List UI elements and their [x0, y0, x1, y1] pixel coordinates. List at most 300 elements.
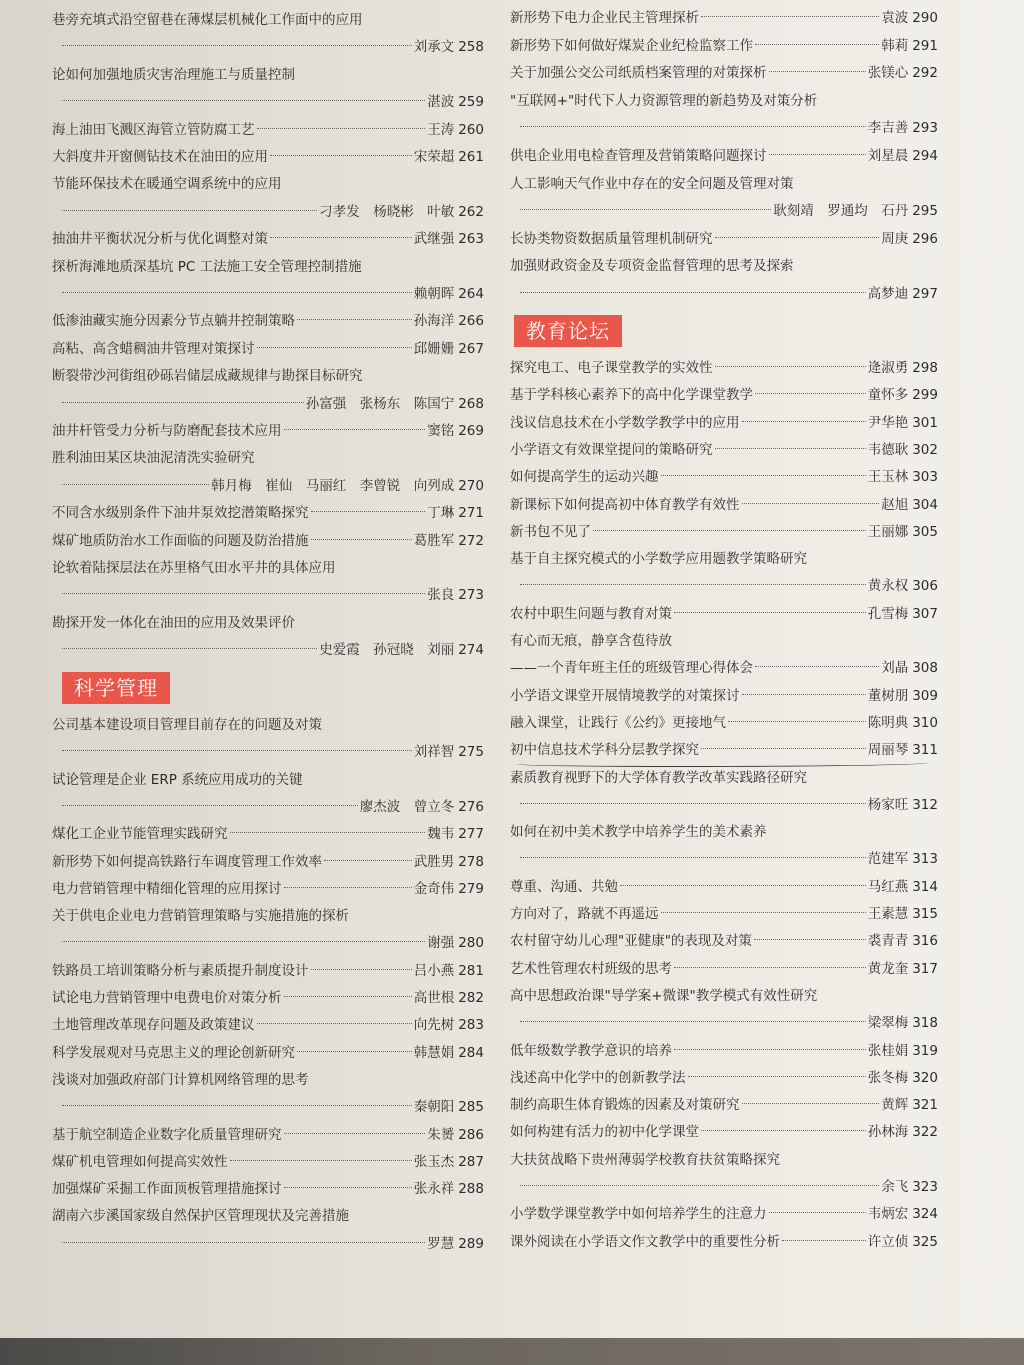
leader-dots [520, 1185, 879, 1186]
entry-page-number: 282 [458, 990, 484, 1006]
entry-author: 尹华艳 [867, 414, 909, 431]
leader-dots [62, 292, 412, 293]
entry-title: 煤化工企业节能管理实践研究 [52, 826, 228, 843]
entry-title: 大扶贫战略下贵州薄弱学校教育扶贫策略探究 [510, 1151, 780, 1168]
leader-dots [270, 155, 412, 156]
entry-author: 刘星晨 [867, 148, 909, 164]
toc-entry-title-line [52, 555, 484, 581]
leader-dots [284, 996, 412, 997]
toc-entry-author-line [52, 391, 484, 417]
entry-page-number: 283 [458, 1017, 484, 1034]
toc-entry-author-line [510, 573, 938, 599]
entry-title: 人工影响天气作业中存在的安全问题及管理对策 [510, 175, 794, 192]
entry-page-number: 309 [912, 687, 938, 704]
entry-author: 周丽琴 [867, 742, 909, 759]
entry-title: 制约高职生体育锻炼的因素及对策研究 [510, 1097, 740, 1114]
entry-author: 刘晶 [881, 660, 909, 677]
entry-page-number: 295 [912, 203, 938, 220]
entry-author: 王丽娜 [867, 523, 909, 540]
toc-entry-author-line [510, 115, 938, 141]
entry-author: 金奇伟 [413, 880, 455, 897]
toc-entry [52, 308, 484, 334]
entry-page-number: 267 [458, 340, 484, 357]
toc-entry [510, 60, 938, 86]
entry-title: 煤矿地质防治水工作面临的问题及防治措施 [52, 532, 309, 549]
entry-title: 方向对了，路就不再遥远 [510, 906, 659, 922]
toc-entry-author-line [52, 34, 484, 60]
toc-entry-author-line [52, 473, 484, 499]
entry-author: 丁琳 [427, 505, 455, 522]
toc-entry [510, 410, 938, 436]
entry-author: 湛波 [427, 94, 455, 111]
leader-dots [520, 292, 866, 293]
section-header-education-forum: 教育论坛 [514, 315, 622, 347]
entry-author: 武继强 [413, 231, 455, 248]
entry-title: 基于学科核心素养下的高中化学课堂教学 [510, 387, 753, 404]
entry-author: 李吉善 [867, 120, 909, 137]
toc-entry [52, 1149, 484, 1175]
toc-entry-author-line [52, 739, 484, 765]
leader-dots [520, 209, 771, 210]
entry-title: 不同含水级别条件下油井泵效挖潜策略探究 [52, 505, 309, 522]
toc-entry [510, 382, 938, 408]
entry-page-number: 296 [912, 230, 938, 247]
toc-entry-title-line [510, 253, 938, 279]
entry-page-number: 297 [912, 286, 938, 302]
entry-author: 廖杰波 曾立冬 [359, 798, 455, 815]
entry-author: 史爱霞 孙冠晓 刘丽 [319, 642, 455, 659]
leader-dots [284, 429, 426, 430]
entry-author: 韩慧娟 [413, 1044, 455, 1061]
entry-author: 刘祥智 [413, 744, 455, 761]
toc-entry-title-line [510, 171, 938, 197]
toc-entry-author-line [510, 198, 938, 224]
leader-dots [62, 593, 425, 594]
toc-entry [52, 1012, 484, 1038]
leader-dots [297, 319, 412, 320]
toc-entry-title-line [52, 1203, 484, 1229]
entry-author: 谢强 [427, 935, 455, 952]
toc-entry-author-line [510, 846, 938, 872]
entry-author: 梁翠梅 [867, 1015, 909, 1032]
toc-entry [510, 1065, 938, 1091]
entry-title: 如何提高学生的运动兴趣 [510, 469, 659, 486]
entry-page-number: 324 [912, 1206, 938, 1223]
entry-author: 魏韦 [427, 826, 455, 843]
entry-page-number: 291 [912, 37, 938, 54]
entry-author: 王涛 [427, 121, 455, 138]
entry-title: 小学数学课堂教学中如何培养学生的注意力 [510, 1206, 767, 1223]
toc-entry [52, 821, 484, 847]
entry-title: 如何构建有活力的初中化学课堂 [510, 1124, 699, 1141]
toc-entry-author-line [52, 281, 484, 307]
entry-author: 赵旭 [881, 496, 909, 513]
toc-entry [510, 928, 938, 954]
entry-page-number: 287 [458, 1153, 484, 1170]
entry-title: 新形势下如何提高铁路行车调度管理工作效率 [52, 853, 322, 870]
entry-page-number: 284 [458, 1044, 484, 1061]
entry-title: 断裂带沙河街组砂砾岩储层成藏规律与勘探目标研究 [52, 368, 363, 385]
toc-entry-title-line [52, 254, 484, 280]
entry-author: 韦炳宏 [867, 1206, 909, 1223]
entry-page-number: 286 [458, 1126, 484, 1143]
leader-dots [62, 1242, 425, 1243]
leader-dots [62, 100, 425, 101]
entry-page-number: 280 [458, 935, 484, 952]
entry-author: 王素慧 [867, 906, 909, 922]
entry-author: 黄辉 [881, 1097, 909, 1114]
leader-dots [257, 347, 412, 348]
entry-page-number: 317 [912, 960, 938, 977]
entry-author: 刘承文 [413, 39, 455, 56]
toc-entry [510, 355, 938, 381]
entry-page-number: 285 [458, 1099, 484, 1116]
leader-dots [257, 1023, 412, 1024]
entry-title: 新课标下如何提高初中体育教学有效性 [510, 496, 740, 513]
toc-entry-title-line [52, 7, 484, 33]
entry-title: 小学语文有效课堂提问的策略研究 [510, 441, 713, 458]
entry-title: 探析海滩地质深基坑 PC 工法施工安全管理控制措施 [52, 258, 362, 275]
entry-page-number: 315 [912, 906, 938, 922]
entry-title: 农村中职生问题与教育对策 [510, 605, 672, 622]
leader-dots [674, 612, 866, 613]
leader-dots [742, 503, 880, 504]
entry-title: 电力营销管理中精细化管理的应用探讨 [52, 880, 282, 897]
entry-page-number: 304 [912, 496, 938, 513]
leader-dots [520, 584, 866, 585]
entry-title: 海上油田飞溅区海管立管防腐工艺 [52, 121, 255, 138]
toc-entry [510, 519, 938, 545]
entry-title: 艺术性管理农村班级的思考 [510, 960, 672, 977]
entry-author: 孙海洋 [413, 313, 455, 330]
leader-dots [742, 694, 866, 695]
entry-title: 长协类物资数据质量管理机制研究 [510, 230, 713, 247]
entry-page-number: 323 [912, 1179, 938, 1195]
entry-title: 高粘、高含蜡稠油井管理对策探讨 [52, 340, 255, 357]
entry-author: 韩月梅 崔仙 马丽红 李曾锐 向列成 [211, 477, 455, 494]
toc-entry [52, 849, 484, 875]
leader-dots [520, 803, 866, 804]
entry-author: 张永祥 [413, 1181, 455, 1198]
entry-page-number: 312 [912, 796, 938, 813]
entry-title: 浅述高中化学中的创新教学法 [510, 1069, 686, 1086]
entry-title: 供电企业用电检查管理及营销策略问题探讨 [510, 148, 767, 164]
entry-title: 关于加强公交公司纸质档案管理的对策探析 [510, 65, 767, 82]
entry-page-number: 316 [912, 933, 938, 950]
entry-title: 试论管理是企业 ERP 系统应用成功的关键 [52, 771, 303, 788]
leader-dots [520, 126, 866, 127]
toc-entry [52, 1040, 484, 1066]
toc-entry [52, 144, 484, 170]
entry-page-number: 318 [912, 1015, 938, 1032]
entry-author: 刁孝发 杨晓彬 叶敏 [319, 203, 455, 220]
entry-page-number: 275 [458, 744, 484, 761]
toc-entry-title-line [52, 62, 484, 88]
entry-title: 低渗油藏实施分因素分节点躺井控制策略 [52, 313, 295, 330]
entry-title: 加强财政资金及专项资金监督管理的思考及探索 [510, 258, 794, 275]
leader-dots [674, 967, 866, 968]
entry-author: 张镁心 [867, 65, 909, 82]
toc-entry [52, 528, 484, 554]
section-header-science-management: 科学管理 [62, 672, 170, 704]
toc-entry [52, 226, 484, 252]
entry-page-number: 264 [458, 286, 484, 302]
entry-page-number: 263 [458, 231, 484, 248]
leader-dots [755, 666, 879, 667]
entry-title: 抽油井平衡状况分析与优化调整对策 [52, 231, 268, 248]
entry-author: 范建军 [867, 851, 909, 868]
toc-entry-author-line [52, 582, 484, 608]
entry-title: 关于供电企业电力营销管理策略与实施措施的探析 [52, 908, 349, 925]
leader-dots [520, 1021, 866, 1022]
entry-page-number: 319 [912, 1042, 938, 1059]
toc-entry [510, 1038, 938, 1064]
toc-entry-author-line [52, 930, 484, 956]
toc-entry [510, 492, 938, 518]
entry-author: 高世根 [413, 990, 455, 1006]
leader-dots [754, 939, 866, 940]
entry-page-number: 281 [458, 962, 484, 979]
entry-title: 初中信息技术学科分层教学探究 [510, 742, 699, 759]
entry-title: 低年级数学教学意识的培养 [510, 1042, 672, 1059]
toc-entry-author-line [52, 199, 484, 225]
toc-entry [52, 500, 484, 526]
entry-title: 科学发展观对马克思主义的理论创新研究 [52, 1044, 295, 1061]
leader-dots [284, 887, 412, 888]
entry-page-number: 294 [912, 148, 938, 164]
entry-page-number: 273 [458, 587, 484, 604]
toc-entry-title-line [52, 610, 484, 636]
entry-title: 浅议信息技术在小学数学教学中的应用 [510, 414, 740, 431]
toc-entry-author-line [52, 1231, 484, 1257]
toc-entry-author-line [52, 637, 484, 663]
toc-entry [510, 874, 938, 900]
entry-title: 基于航空制造企业数字化质量管理研究 [52, 1126, 282, 1143]
leader-dots [674, 1049, 866, 1050]
leader-dots [324, 860, 412, 861]
leader-dots [742, 1103, 880, 1104]
entry-title: 基于自主探究模式的小学数学应用题教学策略研究 [510, 551, 807, 568]
toc-entry [510, 464, 938, 490]
entry-page-number: 299 [912, 387, 938, 404]
entry-page-number: 307 [912, 605, 938, 622]
leader-dots [284, 1187, 412, 1188]
entry-author: 耿刻靖 罗通均 石丹 [773, 203, 909, 220]
entry-author: 孔雪梅 [867, 605, 909, 622]
entry-page-number: 259 [458, 94, 484, 111]
entry-title: 论软着陆探层法在苏里格气田水平井的具体应用 [52, 560, 336, 576]
entry-author: 韦德耿 [867, 441, 909, 458]
leader-dots [661, 475, 866, 476]
leader-dots [62, 941, 425, 942]
entry-title: 大斜度井开窗侧钻技术在油田的应用 [52, 149, 268, 165]
leader-dots [769, 154, 866, 155]
entry-title: 高中思想政治课"导学案+微课"教学模式有效性研究 [510, 987, 818, 1004]
entry-author: 秦朝阳 [413, 1099, 455, 1116]
entry-author: 袁波 [881, 10, 909, 26]
entry-author: 窦铭 [427, 423, 455, 439]
leader-dots [715, 366, 866, 367]
leader-dots [620, 885, 866, 886]
entry-title: 节能环保技术在暖通空调系统中的应用 [52, 176, 282, 193]
leader-dots [270, 237, 412, 238]
toc-entry [510, 655, 938, 681]
entry-page-number: 322 [912, 1124, 938, 1141]
entry-page-number: 279 [458, 880, 484, 897]
toc-entry-title-line [510, 546, 938, 572]
leader-dots [311, 511, 426, 512]
entry-author: 邱姗姗 [413, 340, 455, 357]
entry-page-number: 321 [912, 1097, 938, 1114]
entry-author: 孙林海 [867, 1124, 909, 1141]
toc-entry-title-line [510, 88, 938, 114]
toc-entry [510, 1201, 938, 1227]
entry-author: 许立侦 [867, 1233, 909, 1250]
entry-title: "互联网+"时代下人力资源管理的新趋势及对策分析 [510, 92, 818, 109]
leader-dots [701, 1130, 866, 1131]
entry-title: 加强煤矿采掘工作面顶板管理措施探讨 [52, 1181, 282, 1198]
toc-entry-title-line [52, 767, 484, 793]
toc-entry [510, 143, 938, 169]
entry-title: 公司基本建设项目管理目前存在的问题及对策 [52, 717, 322, 733]
entry-page-number: 289 [458, 1235, 484, 1252]
entry-author: 逄淑勇 [867, 360, 909, 376]
entry-title: 尊重、沟通、共勉 [510, 878, 618, 895]
entry-title: 小学语文课堂开展情境教学的对策探讨 [510, 687, 740, 704]
leader-dots [520, 857, 866, 858]
toc-entry [52, 985, 484, 1011]
entry-page-number: 313 [912, 851, 938, 868]
toc-entry [510, 601, 938, 627]
entry-author: 赖朝晖 [413, 286, 455, 302]
entry-page-number: 306 [912, 578, 938, 595]
entry-author: 裘青青 [867, 933, 909, 950]
leader-dots [62, 648, 317, 649]
entry-title: 浅谈对加强政府部门计算机网络管理的思考 [52, 1071, 309, 1088]
entry-title: 课外阅读在小学语文作文教学中的重要性分析 [510, 1233, 780, 1250]
entry-title: 如何在初中美术教学中培养学生的美术素养 [510, 824, 767, 841]
toc-entry [510, 5, 938, 31]
entry-author: 吕小燕 [413, 962, 455, 979]
entry-page-number: 274 [458, 642, 484, 659]
entry-page-number: 302 [912, 441, 938, 458]
entry-author: 杨家旺 [867, 796, 909, 813]
entry-author: 朱赟 [427, 1126, 455, 1143]
entry-page-number: 290 [912, 10, 938, 26]
leader-dots [755, 44, 879, 45]
toc-entry [52, 117, 484, 143]
entry-page-number: 301 [912, 414, 938, 431]
toc-entry-title-line [510, 628, 938, 654]
entry-page-number: 320 [912, 1069, 938, 1086]
toc-entry [52, 958, 484, 984]
entry-title: 试论电力营销管理中电费电价对策分析 [52, 990, 282, 1006]
entry-title: 论如何加强地质灾害治理施工与质量控制 [52, 66, 295, 83]
leader-dots [769, 71, 866, 72]
entry-author: 黄永权 [867, 578, 909, 595]
entry-title: ——一个青年班主任的班级管理心得体会 [510, 660, 753, 677]
toc-entry-author-line [52, 1094, 484, 1120]
entry-title: 农村留守幼儿心理"亚健康"的表现及对策 [510, 933, 752, 950]
toc-entry-title-line [52, 712, 484, 738]
entry-page-number: 310 [912, 714, 938, 731]
entry-page-number: 293 [912, 120, 938, 137]
toc-entry [510, 956, 938, 982]
leader-dots [62, 45, 412, 46]
entry-page-number: 260 [458, 121, 484, 138]
toc-entry-title-line [510, 819, 938, 845]
entry-author: 孙富强 张杨东 陈国宁 [305, 395, 455, 412]
toc-entry [510, 226, 938, 252]
toc-entry-author-line [510, 1174, 938, 1200]
entry-title: 有心而无痕，静享含苞待放 [510, 633, 672, 649]
leader-dots [311, 539, 412, 540]
toc-entry [510, 710, 938, 736]
leader-dots [701, 748, 866, 749]
entry-author: 张冬梅 [867, 1069, 909, 1086]
entry-title: 勘探开发一体化在油田的应用及效果评价 [52, 614, 295, 631]
entry-title: 新形势下电力企业民主管理探析 [510, 10, 699, 26]
toc-entry-title-line [52, 363, 484, 389]
toc-entry [510, 1092, 938, 1118]
entry-author: 高梦迪 [867, 286, 909, 302]
leader-dots [62, 805, 358, 806]
toc-entry-title-line [52, 171, 484, 197]
toc-entry [510, 683, 938, 709]
entry-title: 煤矿机电管理如何提高实效性 [52, 1153, 228, 1170]
leader-dots [782, 1240, 866, 1241]
entry-page-number: 261 [458, 149, 484, 165]
entry-author: 董树朋 [867, 687, 909, 704]
leader-dots [728, 721, 866, 722]
entry-page-number: 278 [458, 853, 484, 870]
toc-entry [52, 1122, 484, 1148]
leader-dots [62, 210, 317, 211]
entry-title: 融入课堂，让践行《公约》更接地气 [510, 714, 726, 731]
leader-dots [230, 1160, 412, 1161]
entry-page-number: 271 [458, 505, 484, 522]
entry-page-number: 258 [458, 39, 484, 56]
entry-page-number: 276 [458, 798, 484, 815]
toc-entry-title-line [52, 445, 484, 471]
toc-entry [510, 1119, 938, 1145]
toc-entry [52, 336, 484, 362]
entry-page-number: 272 [458, 532, 484, 549]
entry-author: 张桂娟 [867, 1042, 909, 1059]
leader-dots [715, 237, 880, 238]
toc-entry [52, 1176, 484, 1202]
leader-dots [297, 1051, 412, 1052]
entry-page-number: 314 [912, 878, 938, 895]
leader-dots [62, 402, 304, 403]
entry-title: 铁路员工培训策略分析与素质提升制度设计 [52, 962, 309, 979]
entry-title: 土地管理改革现存问题及政策建议 [52, 1017, 255, 1034]
toc-entry-author-line [510, 792, 938, 818]
leader-dots [755, 393, 866, 394]
entry-page-number: 277 [458, 826, 484, 843]
leader-dots [257, 128, 426, 129]
entry-author: 王玉林 [867, 469, 909, 486]
entry-page-number: 311 [912, 742, 938, 759]
toc-entry-author-line [510, 1010, 938, 1036]
leader-dots [701, 16, 879, 17]
entry-title: 湖南六步溪国家级自然保护区管理现状及完善措施 [52, 1208, 349, 1225]
background-surface [0, 1338, 1024, 1365]
toc-entry-author-line [510, 281, 938, 307]
entry-author: 罗慧 [427, 1235, 455, 1252]
toc-entry [510, 1229, 938, 1255]
entry-page-number: 268 [458, 395, 484, 412]
